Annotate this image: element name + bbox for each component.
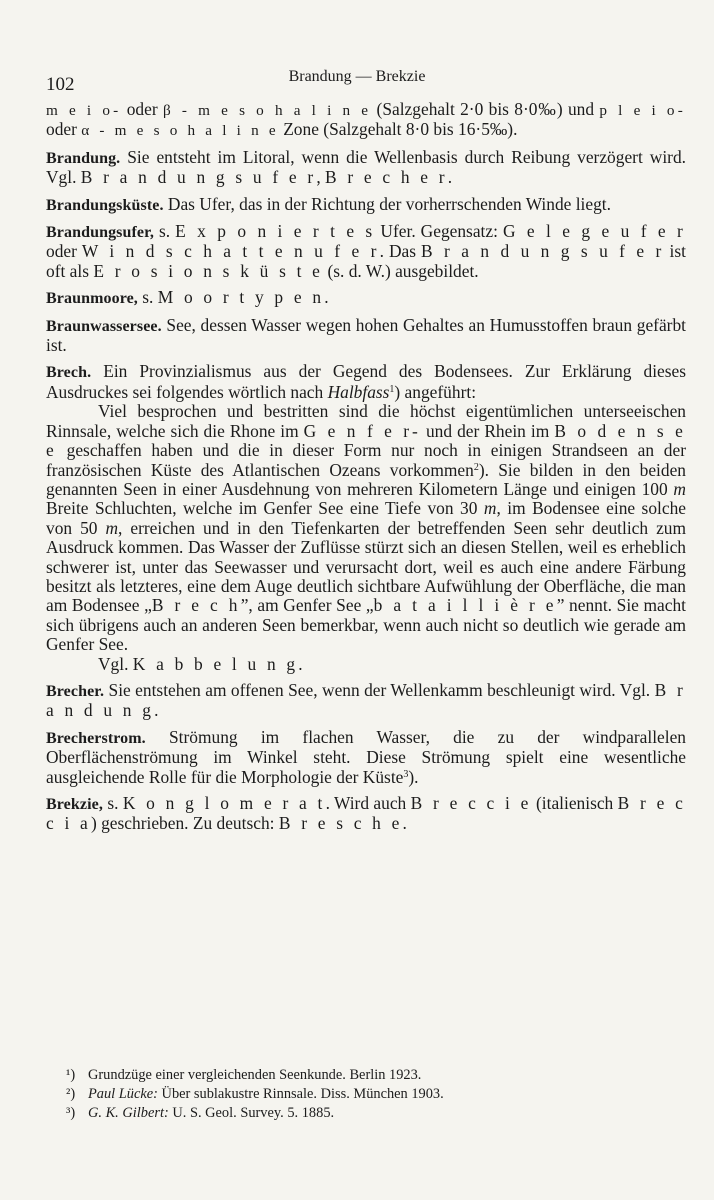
term-meio: m e i o- — [46, 102, 122, 119]
cross-reference: B r e s c h e — [278, 813, 403, 834]
intro-salinity-zones — [46, 100, 686, 141]
cross-reference: B r a n d u n g s u f e r — [421, 241, 665, 262]
punctuation: . — [154, 700, 159, 721]
entry-text: ist oft als — [46, 241, 686, 281]
entry-brecherstrom — [46, 728, 686, 787]
spaced-term: B o d e n s e e — [46, 420, 686, 461]
page-body — [46, 100, 686, 834]
entry-brekzie — [46, 794, 686, 834]
quote-text: und der Rhein im — [425, 420, 550, 441]
punctuation: . — [402, 813, 407, 834]
page-header — [46, 64, 668, 95]
cross-reference: E x p o n i e r t e s — [175, 221, 376, 242]
cross-reference: M o o r t y p e n — [157, 287, 325, 308]
footnote-ref: 1 — [389, 383, 395, 395]
abbr-see: s. — [158, 221, 171, 242]
footnote-text: U. S. Geol. Survey. 5. 1885. — [172, 1105, 335, 1122]
word-oder: oder — [126, 99, 158, 119]
word-oder: oder — [46, 241, 77, 262]
entry-brecher — [46, 681, 686, 721]
entry-text: ) geschrieben. Zu deutsch: — [90, 813, 275, 834]
footnote-mark: ¹) — [66, 1067, 76, 1083]
unit-m: m — [483, 498, 497, 519]
word-zone: Zone — [283, 119, 319, 140]
cross-reference: W i n d s c h a t t e n u f e r — [81, 241, 380, 262]
term-alpha-mesohaline: α - m e s o h a l i n e — [81, 122, 279, 140]
punctuation: . — [298, 653, 303, 674]
entry-brech — [46, 362, 686, 402]
cross-reference: B r e c c i e — [410, 793, 532, 813]
unit-m: m — [105, 517, 119, 538]
cross-reference: B r e c c i a — [46, 793, 687, 834]
headword: Braunmoore, — [46, 290, 138, 308]
entry-braunmoore — [46, 288, 686, 308]
punctuation: . — [324, 287, 329, 308]
cross-reference: B r a n d u n g s u f e r — [80, 167, 317, 188]
running-head: Brandung — Brekzie — [288, 68, 426, 85]
footnote-3 — [66, 1104, 676, 1123]
headword: Brecherstrom. — [46, 729, 146, 747]
entry-text: (italienisch — [535, 793, 614, 813]
entry-brandung — [46, 148, 686, 188]
punctuation: ). — [408, 766, 419, 787]
cross-reference: K o n g l o m e r a t — [122, 793, 326, 813]
entry-brandungskueste — [46, 195, 686, 215]
spaced-term: G e n f e r- — [303, 420, 421, 441]
footnote-ref: 2 — [473, 461, 479, 473]
spaced-term: b a t a i l l i è r e — [373, 595, 557, 616]
entry-brech-vgl — [46, 655, 686, 674]
footnotes — [66, 1066, 676, 1124]
footnote-2 — [66, 1085, 676, 1104]
headword: Brech. — [46, 364, 92, 382]
footnote-mark: ²) — [66, 1086, 76, 1103]
entry-text: Sie entsteht im Litoral, wenn die Wellenbasis durch Reibung verzögert wird. Vgl. — [46, 146, 686, 188]
headword: Brandung. — [46, 149, 121, 167]
quote-text: ). Sie bilden in den beiden genannten Seen in einer Ausdehnung von mehreren Kilometern Länge und einigen 100 — [46, 459, 686, 499]
headword: Braunwassersee. — [46, 317, 162, 335]
footnote-1 — [66, 1066, 676, 1085]
quote-text: , erreichen und in den Tiefenkarten der betreffenden Seen sehr deutlich zum Ausdruck kommen. Das Wasser der Zuflüsse stürzt sich an diesen Stellen, weil es erheblich schwerer ist, unter das Seewasser und verursacht dort, weil es auch eine andere Färbung besitzt als letzteres, eine dem Auge deutlich sichtbare Aufwühlung der Oberfläche, die man am Bodensee „ — [46, 517, 687, 616]
entry-text: Ein Provinzialismus aus der Gegend des Bodensees. Zur Erklärung dieses Ausdruckes sei folgendes wörtlich nach — [46, 361, 686, 402]
salinity-range-1: (Salzgehalt 2·0 bis 8·0‰) und — [376, 99, 595, 119]
spaced-term: B r e c h — [151, 595, 241, 616]
entry-text: (s. d. W.) ausgebildet. — [327, 260, 479, 281]
quote-text: geschaffen haben und die in dieser Form nur noch in einigen Strandseen an der französischen Küste des Atlantischen Ozeans vorkommen — [46, 440, 687, 480]
term-pleio: p l e i o- — [599, 102, 686, 119]
cross-reference: B r a n d u n g — [46, 679, 686, 721]
abbr-see: s. — [107, 793, 119, 813]
abbr-see: s. — [142, 287, 154, 308]
quote-text: Breite Schluchten, welche im Genfer See eine Tiefe von 30 — [46, 498, 478, 519]
footnote-text: Über sublakustre Rinnsale. Diss. München 1903. — [161, 1086, 444, 1103]
headword: Brandungsküste. — [46, 196, 164, 214]
quote-text: ”, am Genfer See „ — [240, 595, 374, 616]
entry-text: Sie entstehen am offenen See, wenn der Wellenkamm beschleunigt wird. Vgl. — [108, 679, 651, 700]
page-number: 102 — [46, 74, 75, 95]
entry-text: Ufer. Gegensatz: — [380, 221, 498, 242]
cross-reference: B r e c h e r — [325, 167, 448, 188]
quote-text: , im Bodensee eine solche von 50 — [46, 498, 686, 538]
entry-text: . Wird auch — [325, 793, 407, 813]
footnote-author: Paul Lücke: — [88, 1086, 158, 1103]
punctuation: , — [316, 167, 321, 188]
word-oder: oder — [46, 119, 77, 140]
footnote-author: G. K. Gilbert: — [88, 1105, 169, 1122]
quote-text: ” nennt. Sie macht sich übrigens auch an anderen Seen bemerkbar, wenn auch nicht so deutlich wie gerade am Genfer See. — [46, 595, 686, 655]
quote-text: Viel besprochen und bestritten sind die höchst eigentümlichen unterseeischen Rinnsale, welche sich die Rhone im — [46, 401, 686, 441]
headword: Brandungsufer, — [46, 224, 154, 242]
entry-brandungsufer — [46, 222, 686, 281]
entry-text: Das Ufer, das in der Richtung der vorherrschenden Winde liegt. — [167, 193, 611, 214]
unit-m: m — [673, 478, 686, 499]
cross-reference: E r o s i o n s k ü s t e — [93, 260, 324, 281]
term-beta-mesohaline: β - m e s o h a l i n e — [162, 102, 372, 119]
footnote-mark: ³) — [66, 1105, 76, 1122]
entry-brech-quote — [46, 402, 686, 654]
entry-text: . Das — [379, 241, 416, 262]
entry-braunwassersee — [46, 316, 686, 356]
punctuation: . — [447, 167, 453, 188]
footnote-ref: 3 — [403, 768, 409, 780]
abbr-vgl: Vgl. — [98, 653, 129, 674]
headword: Brekzie, — [46, 796, 103, 813]
cross-reference: K a b b e l u n g — [132, 653, 299, 674]
footnote-text: Grundzüge einer vergleichenden Seenkunde. Berlin 1923. — [88, 1067, 422, 1083]
cross-reference: G e l e g e u f e r — [502, 221, 687, 242]
entry-text: See, dessen Wasser wegen hohen Gehaltes an Humusstoffen braun gefärbt ist. — [46, 314, 686, 356]
salinity-range-2: (Salzgehalt 8·0 bis 16·5‰). — [323, 119, 518, 140]
headword: Brecher. — [46, 682, 105, 700]
entry-text: Strömung im flachen Wasser, die zu der windparallelen Oberflächenströmung im Winkel steht. Diese Strömung spielt eine wesentliche ausgleichende Rolle für die Morphologie der Küste — [46, 726, 686, 787]
author-name: Halbfass — [327, 381, 390, 402]
entry-text: ) angeführt: — [394, 381, 477, 402]
